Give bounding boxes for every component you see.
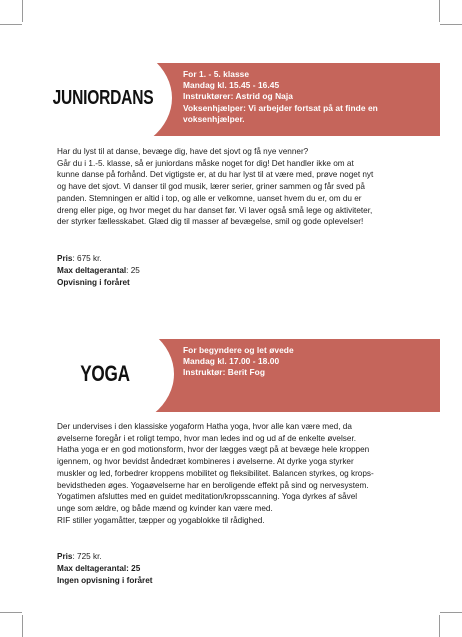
- description-line: Har du lyst til at danse, bevæge dig, have det sjovt og få nye venner?: [57, 147, 309, 156]
- description-line: øvelserne foregår i et roligt tempo, hvor man ledes ind og ud af de enkelte øvelser.: [57, 433, 357, 443]
- juniordans-info-line: Voksenhjælper: Vi arbejder fortsat på at finde en: [183, 102, 378, 113]
- yoga-info-line: For begyndere og let øvede: [183, 345, 294, 355]
- yoga-description: [57, 421, 374, 526]
- yoga-info: [183, 345, 294, 379]
- price-value: : 675 kr.: [72, 254, 102, 263]
- juniordans-info-line: Instruktører: Astrid og Naja: [183, 91, 293, 102]
- price-line: [57, 551, 153, 563]
- juniordans-info-line: voksenhjælper.: [183, 113, 245, 124]
- description-line: kunne danse på forhånd. Det vigtigste er, at du har lyst til at være med, prøve noget nyt: [57, 170, 374, 180]
- description-line: Går du i 1.-5. klasse, så er juniordans måske noget for dig! Det handler ikke om at: [57, 158, 354, 168]
- crop-mark: [440, 24, 462, 25]
- price-line: [57, 253, 140, 265]
- juniordans-info-line: For 1. - 5. klasse: [183, 69, 250, 79]
- description-line: der styrker fællesskabet. Glæd dig til masser af bevægelse, smil og gode oplevelser!: [57, 217, 364, 227]
- price-label: Pris: [57, 552, 73, 561]
- performance-note: Ingen opvisning i foråret: [57, 576, 153, 585]
- max-participants-line: [57, 265, 140, 277]
- max-participants-line: Max deltagerantal: 25: [57, 564, 141, 573]
- juniordans-info-line: Mandag kl. 15.45 - 16.45: [183, 80, 280, 91]
- description-line: dreng eller pige, og hvor meget du har danset før. Vi laver også små lege og aktiviteter,: [57, 205, 373, 215]
- crop-mark: [22, 0, 23, 22]
- description-line: Yogatimen afsluttes med en guidet meditation/kropsscanning. Yoga dyrkes af såvel: [57, 492, 358, 502]
- juniordans-description: [57, 146, 373, 228]
- description-line: bevidstheden øges. Yogaøvelserne har en beroligende effekt på sind og nervesystem.: [57, 480, 369, 490]
- max-participants-label: Max deltagerantal: [57, 266, 127, 275]
- price-value: : 725 kr.: [72, 552, 102, 561]
- yoga-info-line: Instruktør: Berit Fog: [183, 367, 266, 378]
- yoga-title: YOGA: [80, 361, 130, 386]
- crop-mark: [440, 612, 462, 613]
- price-label: Pris: [57, 254, 73, 263]
- description-line: igennem, og hvor bevidst åndedræt kombineres i øvelserne. At dyrke yoga styrker: [57, 457, 354, 467]
- description-line: RIF stiller yogamåtter, tæpper og yogablokke til rådighed.: [57, 515, 265, 525]
- performance-note: Opvisning i foråret: [57, 278, 130, 287]
- crop-mark: [0, 24, 22, 25]
- crop-mark: [439, 615, 440, 637]
- description-line: Der undervises i den klassiske yogaform Hatha yoga, hvor alle kan være med, da: [57, 422, 352, 431]
- crop-mark: [0, 612, 22, 613]
- crop-mark: [439, 0, 440, 22]
- crop-mark: [22, 615, 23, 637]
- description-line: Hatha yoga er en god motionsform, hvor der lægges vægt på at bevæge hele kroppen: [57, 445, 370, 455]
- description-line: muskler og led, forbedrer kroppens mobilitet og fleksibilitet. Balancen styrkes, og krops-: [57, 468, 374, 478]
- juniordans-title: JUNIORDANS: [52, 87, 154, 109]
- yoga-info-line: Mandag kl. 17.00 - 18.00: [183, 356, 280, 367]
- juniordans-info: [183, 69, 378, 125]
- description-line: og have det sjovt. Vi danser til god musik, lærer serier, griner sammen og får sved på: [57, 182, 365, 192]
- description-line: panden. Stemningen er altid i top, og alle er velkomne, uanset hvem du er, om du er: [57, 193, 362, 203]
- juniordans-facts: [57, 253, 140, 289]
- description-line: unge som ældre, og både mænd og kvinder kan være med.: [57, 503, 273, 513]
- max-participants-value: : 25: [126, 266, 140, 275]
- yoga-facts: [57, 551, 153, 587]
